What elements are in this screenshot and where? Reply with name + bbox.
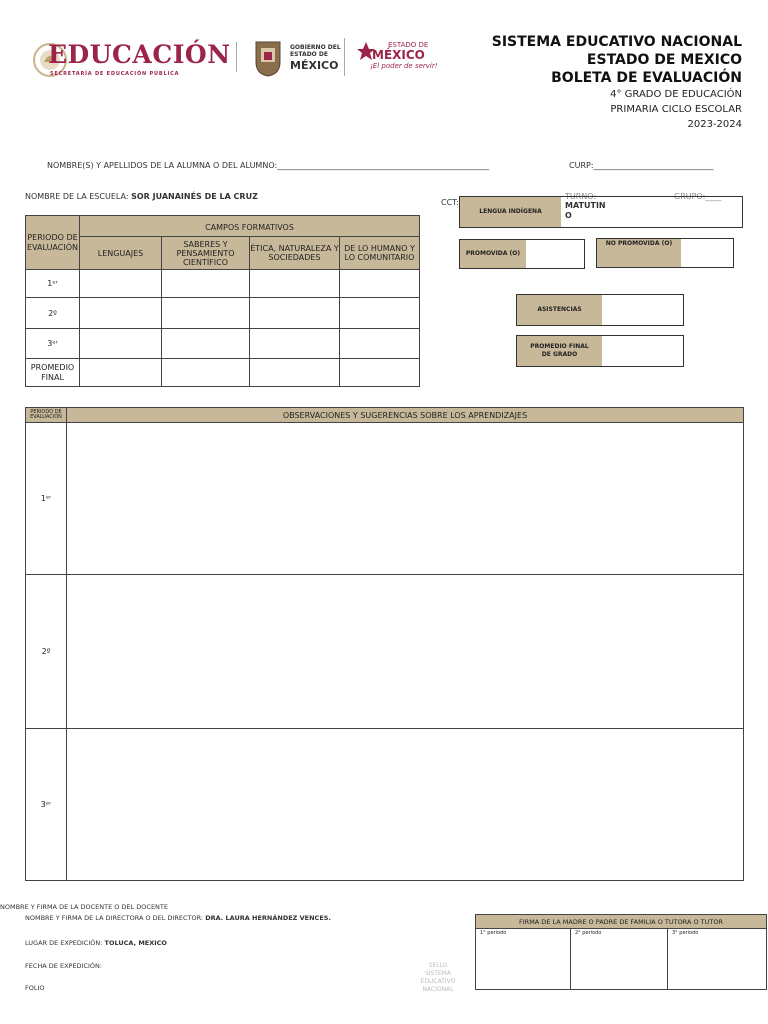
row-label-final: PROMEDIO FINAL — [26, 359, 80, 387]
place-field — [25, 939, 167, 947]
turno-label: TURNO: — [565, 192, 597, 201]
logo-divider — [236, 42, 237, 72]
subtitle-grado: 4° GRADO DE EDUCACIÓN — [610, 89, 742, 100]
place-label: LUGAR DE EXPEDICIÓN: — [25, 939, 103, 947]
cct-label: CCT: — [441, 198, 459, 207]
document-title-block — [492, 33, 742, 132]
grade-cell[interactable] — [80, 270, 162, 298]
curp-line: ______________________________ — [593, 161, 714, 170]
obs-row-label-1: 1ᵉʳ — [26, 423, 67, 575]
table-row — [26, 298, 420, 329]
grade-cell[interactable] — [80, 329, 162, 359]
grupo-label: GRUPO: — [674, 192, 706, 201]
obs-text-area[interactable] — [67, 575, 744, 729]
school-field — [25, 192, 258, 201]
no-promovida-box[interactable] — [596, 238, 734, 268]
obs-text-area[interactable] — [67, 423, 744, 575]
promedio-final-label: PROMEDIO FINAL DE GRADO — [517, 336, 602, 366]
lengua-indigena-label: LENGUA INDÍGENA — [460, 197, 561, 227]
obs-text-area[interactable] — [67, 729, 744, 881]
lengua-indigena-box[interactable] — [459, 196, 743, 228]
grade-cell[interactable] — [340, 270, 420, 298]
grade-cell[interactable] — [162, 359, 250, 387]
logo-divider-2 — [344, 38, 345, 76]
asistencias-box[interactable] — [516, 294, 684, 326]
obs-row-label-2: 2º — [26, 575, 67, 729]
table-row — [26, 575, 744, 729]
title-sistema: SISTEMA EDUCATIVO NACIONAL — [491, 34, 742, 50]
curp-field[interactable] — [569, 161, 714, 170]
parents-signature-table — [475, 914, 767, 990]
grade-cell[interactable] — [250, 359, 340, 387]
obs-period-header: PERIODO DE EVALUACIÓN — [26, 408, 67, 423]
subtitle-primaria: PRIMARIA CICLO ESCOLAR — [610, 104, 742, 115]
edomex-tagline: ¡El poder de servir! — [370, 62, 438, 70]
title-estado: ESTADO DE MEXICO — [586, 52, 742, 68]
observations-table — [25, 407, 744, 881]
seal-placeholder — [412, 962, 464, 994]
director-name: DRA. LAURA HERNÁNDEZ VENCES. — [205, 914, 331, 922]
edomex-small: ESTADO DE — [388, 41, 429, 49]
table-row — [26, 329, 420, 359]
col-saberes: SABERES Y PENSAMIENTO CIENTÍFICO — [162, 237, 250, 270]
curp-label: CURP: — [569, 161, 594, 170]
grade-cell[interactable] — [340, 298, 420, 329]
promovida-box[interactable] — [459, 239, 585, 269]
table-row — [26, 270, 420, 298]
parent-signature-period-2[interactable]: 2° periodo — [571, 929, 668, 990]
seal-line-2: SISTEMA — [424, 970, 452, 977]
teacher-signature-label: NOMBRE Y FIRMA DE LA DOCENTE O DEL DOCENTE — [0, 903, 168, 911]
title-boleta: BOLETA DE EVALUACIÓN — [551, 70, 742, 86]
grade-cell[interactable] — [250, 270, 340, 298]
row-label-1: 1ᵉʳ — [26, 270, 80, 298]
grupo-line: ____ — [705, 192, 722, 201]
gov-mexico: MÉXICO — [290, 59, 339, 72]
obs-title: OBSERVACIONES Y SUGERENCIAS SOBRE LOS APRENDIZAJES — [67, 408, 744, 423]
subtitle-ciclo: 2023-2024 — [687, 119, 742, 130]
date-label: FECHA DE EXPEDICIÓN: — [25, 962, 103, 970]
grade-cell[interactable] — [340, 329, 420, 359]
grades-table — [25, 215, 420, 387]
director-label: NOMBRE Y FIRMA DE LA DIRECTORA O DEL DIRECTOR: — [25, 914, 204, 922]
asistencias-label: ASISTENCIAS — [517, 295, 602, 325]
school-label: NOMBRE DE LA ESCUELA: — [25, 192, 129, 201]
folio-label: FOLIO — [25, 984, 45, 992]
turno-value-1: MATUTIN — [565, 201, 606, 210]
row-label-3: 3ᵉʳ — [26, 329, 80, 359]
edomex-big: MÉXICO — [372, 48, 425, 62]
promovida-label: PROMOVIDA (O) — [460, 240, 526, 268]
table-row — [26, 359, 420, 387]
student-name-field[interactable] — [47, 161, 489, 170]
col-etica: ÉTICA, NATURALEZA Y SOCIEDADES — [250, 237, 340, 270]
promedio-final-box[interactable] — [516, 335, 684, 367]
row-label-2: 2º — [26, 298, 80, 329]
grade-cell[interactable] — [80, 298, 162, 329]
grades-campos-header: CAMPOS FORMATIVOS — [80, 216, 420, 237]
grade-cell[interactable] — [162, 329, 250, 359]
gov-line-2: ESTADO DE — [290, 51, 328, 58]
grade-cell[interactable] — [340, 359, 420, 387]
grades-period-header: PERIODO DE EVALUACIÓN — [26, 216, 80, 270]
gov-label — [290, 44, 341, 58]
parents-header: FIRMA DE LA MADRE O PADRE DE FAMILIA O TUTORA O TUTOR — [476, 915, 767, 929]
grade-cell[interactable] — [162, 270, 250, 298]
seal-line-1: SELLO — [428, 962, 448, 969]
education-logo-text: EDUCACIÓN — [48, 40, 231, 69]
table-row — [26, 729, 744, 881]
seal-line-4: NACIONAL — [422, 986, 454, 993]
education-logo-subtitle: SECRETARÍA DE EDUCACIÓN PÚBLICA — [50, 71, 180, 77]
student-name-label: NOMBRE(S) Y APELLIDOS DE LA ALUMNA O DEL ALUMNO: — [47, 161, 278, 170]
grade-cell[interactable] — [162, 298, 250, 329]
col-humano: DE LO HUMANO Y LO COMUNITARIO — [340, 237, 420, 270]
col-lenguajes: LENGUAJES — [80, 237, 162, 270]
parent-signature-period-3[interactable]: 3° periodo — [668, 929, 767, 990]
seal-line-3: EDUCATIVO — [420, 978, 456, 985]
director-signature — [25, 914, 331, 922]
no-promovida-label: NO PROMOVIDA (O) — [597, 239, 681, 267]
obs-row-label-3: 3ᵉʳ — [26, 729, 67, 881]
grade-cell[interactable] — [250, 329, 340, 359]
grade-cell[interactable] — [80, 359, 162, 387]
place-value: TOLUCA, MEXICO — [104, 939, 167, 947]
table-row — [26, 423, 744, 575]
student-name-line: _____________________________________________________ — [277, 161, 490, 170]
turno-value-2: O — [565, 211, 572, 220]
school-value: SOR JUANAINÉS DE LA CRUZ — [131, 192, 258, 201]
gov-line-1: GOBIERNO DEL — [290, 44, 341, 51]
state-shield-icon — [252, 38, 284, 78]
parent-signature-period-1[interactable]: 1° periodo — [476, 929, 571, 990]
grade-cell[interactable] — [250, 298, 340, 329]
